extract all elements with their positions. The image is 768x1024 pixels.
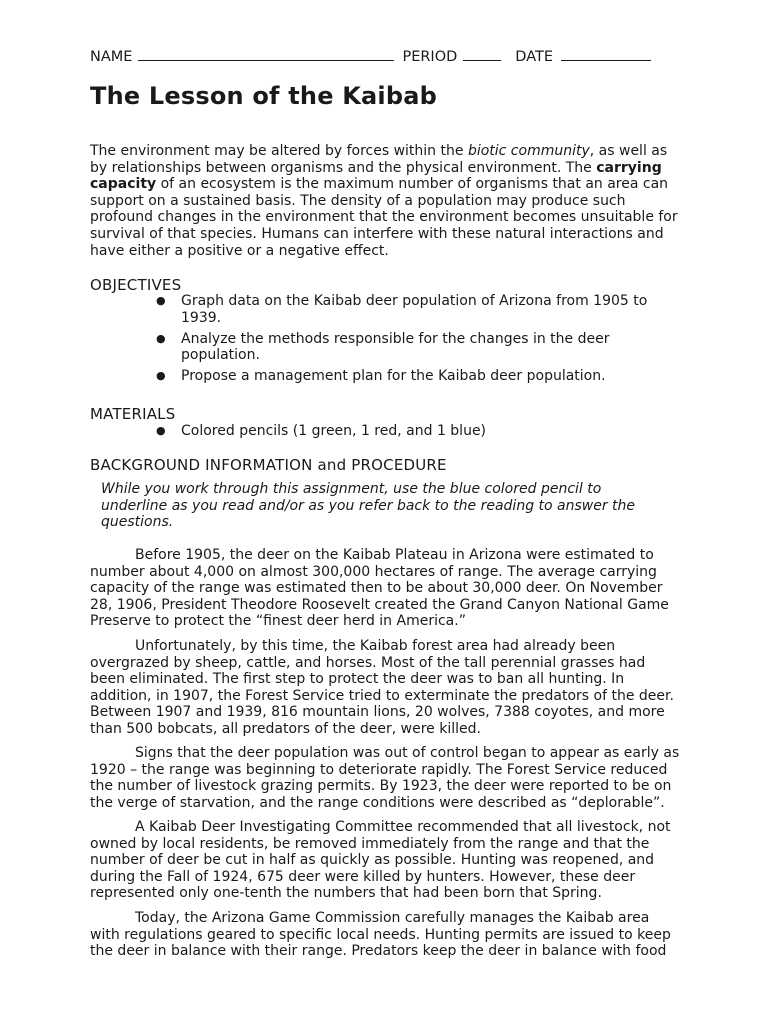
- list-item: [150, 368, 651, 385]
- list-item: [150, 293, 651, 327]
- bullet-icon: ●: [156, 424, 166, 437]
- list-item: [150, 331, 651, 365]
- objective-text: Analyze the methods responsible for the changes in the deer population.: [181, 330, 610, 364]
- period-blank[interactable]: [463, 46, 501, 61]
- bullet-icon: ●: [156, 294, 166, 307]
- objectives-heading: OBJECTIVES: [90, 276, 182, 294]
- date-blank[interactable]: [561, 46, 651, 61]
- page-title: The Lesson of the Kaibab: [90, 82, 438, 110]
- intro-term-biotic-community: biotic community: [467, 143, 590, 159]
- name-blank[interactable]: [138, 46, 394, 61]
- instruction-note: While you work through this assignment, use the blue colored pencil to underline as you read and/or as you refer back to the reading to answer the questions.: [101, 481, 636, 531]
- list-item: [150, 423, 651, 440]
- intro-term-carrying-capacity: carrying capacity: [90, 159, 662, 193]
- period-label: PERIOD: [402, 49, 458, 65]
- intro-text-1: The environment may be altered by forces within the: [90, 143, 468, 159]
- background-paragraph-4: A Kaibab Deer Investigating Committee recommended that all livestock, not owned by local residents, be removed immediately from the range and that the number of deer be cut in half as quickly as possible. Hunting was reopened, and during the Fall of 1924, 675 deer were killed by hunters. However, these deer represented only one-tenth the numbers that had been born that Spring.: [90, 819, 671, 902]
- intro-text-2: , as well as by relationships between organisms and the physical environment. The: [90, 143, 668, 176]
- student-info-line: [90, 46, 670, 65]
- background-paragraph-5: Today, the Arizona Game Commission carefully manages the Kaibab area with regulations geared to specific local needs. Hunting permits are issued to keep the deer in balance with their range. Predators keep the deer in balance with food: [90, 910, 671, 960]
- material-text: Colored pencils (1 green, 1 red, and 1 blue): [181, 423, 487, 439]
- objective-text: Propose a management plan for the Kaibab deer population.: [181, 368, 606, 385]
- background-paragraph-3: Signs that the deer population was out of control began to appear as early as 1920 – the range was beginning to deteriorate rapidly. The Forest Service reduced the number of livestock grazing permits. By 1923, the deer were reported to be on the verge of starvation, and the range conditions were described as “deplorable”.: [90, 745, 680, 811]
- background-heading: BACKGROUND INFORMATION and PROCEDURE: [90, 456, 447, 474]
- bullet-icon: ●: [156, 331, 166, 345]
- objectives-list: [150, 293, 651, 385]
- objective-text: Graph data on the Kaibab deer population of Arizona from 1905 to 1939.: [181, 293, 648, 326]
- name-label: NAME: [90, 49, 133, 65]
- background-paragraph-2: Unfortunately, by this time, the Kaibab forest area had already been overgrazed by sheep, cattle, and horses. Most of the tall perennial grasses had been eliminated. The first step to protect the deer was to ban all hunting. In addition, in 1907, the Forest Service tried to exterminate the predators of the deer. Between 1907 and 1939, 816 mountain lions, 20 wolves, 7388 coyotes, and more than 500 bobcats, all predators of the deer, were killed.: [90, 638, 674, 737]
- background-paragraph-1: Before 1905, the deer on the Kaibab Plateau in Arizona were estimated to number about 4,000 on almost 300,000 hectares of range. The average carrying capacity of the range was estimated then to be about 30,000 deer. On November 28, 1906, President Theodore Roosevelt created the Grand Canyon National Game Preserve to protect the “finest deer herd in America.”: [90, 547, 669, 630]
- date-label: DATE: [515, 49, 554, 65]
- intro-paragraph: [90, 143, 680, 259]
- intro-text-3: of an ecosystem is the maximum number of organisms that an area can support on a sustained basis. The density of a population may produce such profound changes in the environment that the environment becomes unsuitable for survival of that species. Humans can interfere with these natural interactions and have either a positive or a negative effect.: [90, 176, 678, 259]
- materials-heading: MATERIALS: [90, 405, 176, 423]
- materials-list: [150, 423, 651, 440]
- bullet-icon: ●: [156, 369, 166, 383]
